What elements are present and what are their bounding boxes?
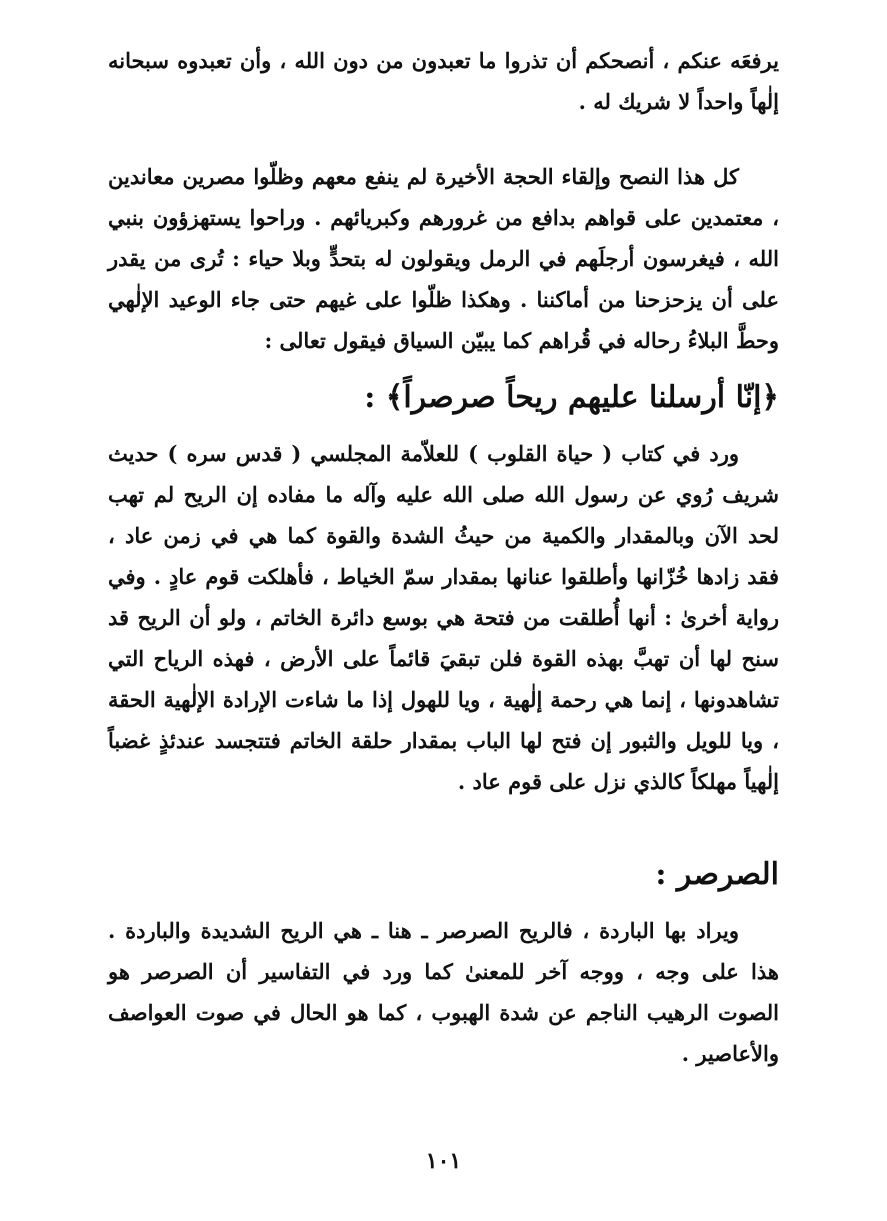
paragraph-intro: يرفعَه عنكم ، أنصحكم أن تذروا ما تعبدون من دون الله ، وأن تعبدوه سبحانه إلٰهاً واحداً لا شريك له . [108, 48, 779, 114]
paragraph-hadith: ورد في كتاب ( حياة القلوب ) للعلاّمة المجلسي ( قدس سره ) حديث شريف رُوي عن رسول الله صلى الله عليه وآله ما مفاده إن الريح لم تهب لحد الآن وبالمقدار والكمية من حيثُ الشدة والقوة كما هي في زمن عاد ، فقد زادها خُزّانها وأطلقوا عنانها بمقدار سمّ الخياط ، فأهلكت قوم عادٍ . وفي رواية أخرىٰ : أنها أُطلقت من فتحة هي بوسع دائرة الخاتم ، ولو أن الريح قد سنح لها أن تهبَّ بهذه القوة فلن تبقيَ قائماً على الأرض ، فهذه الرياح التي تشاهدونها ، إنما هي رحمة إلٰهية ، ويا للهول إذا ما شاءت الإرادة الإلٰهية الحقة ، ويا للويل والثبور إن فتح لها الباب بمقدار حلقة الخاتم فتتجسد عندئذٍ غضباً إلٰهياً مهلكاً كالذي نزل على قوم عاد . [108, 441, 779, 794]
spacer [108, 802, 779, 846]
paragraph-stubbornness: كل هذا النصح وإلقاء الحجة الأخيرة لم ينفع معهم وظلّوا مصرين معاندين ، معتمدين على قواهم بدافع من غرورهم وكبريائهم . وراحوا يستهزؤون بنبي الله ، فيغرسون أرجلَهم في الرمل ويقولون له بتحدٍّ وبلا حياء : تُرى من يقدر على أن يزحزحنا من أماكننا . وهكذا ظلّوا على غيهم حتى جاء الوعيد الإلٰهي وحطَّ البلاءُ رحاله في قُراهم كما يبيّن السياق فيقول تعالى : [108, 164, 779, 353]
spacer [108, 122, 779, 156]
paragraph-sarsar-definition: ويراد بها الباردة ، فالريح الصرصر ـ هنا ـ هي الريح الشديدة والباردة . هذا على وجه ، ووجه آخر للمعنىٰ كما ورد في التفاسير أن الصرصر هو الصوت الرهيب الناجم عن شدة الهبوب ، كما هو الحال في صوت العواصف والأعاصير . [108, 918, 779, 1066]
spacer [108, 361, 779, 369]
page-number: ١٠١ [425, 1148, 462, 1174]
section-heading: الصرصر : [655, 857, 779, 892]
verse-heading: ﴿إنّا أرسلنا عليهم ريحاً صرصراً﴾ : [364, 380, 779, 415]
